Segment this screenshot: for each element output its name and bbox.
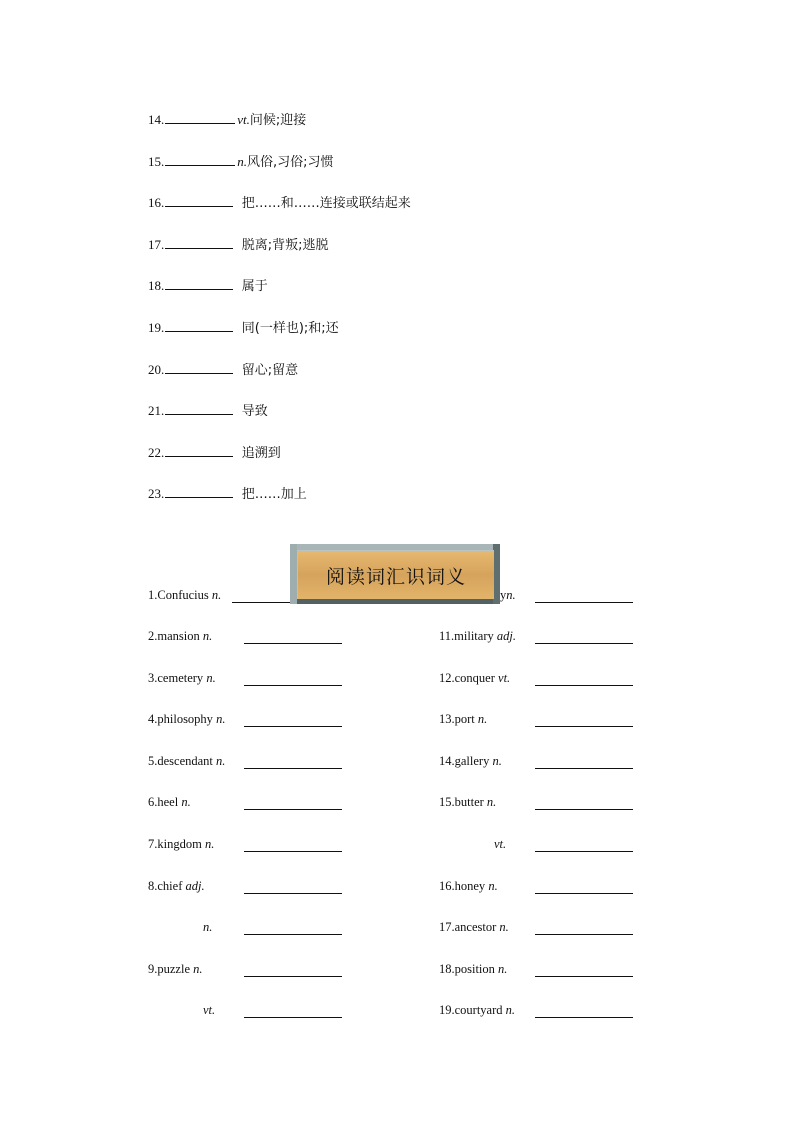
answer-line[interactable] <box>244 934 342 935</box>
answer-blank[interactable] <box>165 156 235 166</box>
answer-line[interactable] <box>244 726 342 727</box>
part-of-speech: n. <box>492 754 502 768</box>
answer-line[interactable] <box>244 685 342 686</box>
vocab-item <box>203 920 212 935</box>
answer-line[interactable] <box>535 934 633 935</box>
part-of-speech: n. <box>203 920 213 934</box>
vocab-item <box>500 588 516 603</box>
vocab-item <box>494 837 506 852</box>
answer-line[interactable] <box>535 726 633 727</box>
list-item <box>148 151 334 170</box>
vocab-word: 11.military <box>439 629 497 643</box>
part-of-speech: n. <box>488 879 498 893</box>
answer-line[interactable] <box>535 809 633 810</box>
vocab-item <box>439 795 496 810</box>
vocab-word: 17.ancestor <box>439 920 500 934</box>
chinese-meaning: 留心;留意 <box>241 363 299 378</box>
section-banner <box>290 544 500 604</box>
banner-bevel <box>290 544 297 604</box>
vocab-word: 7.kingdom <box>148 837 205 851</box>
item-number: 19. <box>148 320 165 335</box>
list-item <box>148 442 281 461</box>
vocab-item <box>148 712 225 727</box>
list-item <box>148 234 329 253</box>
vocab-item <box>148 754 225 769</box>
part-of-speech: adj. <box>185 879 205 893</box>
vocab-item <box>148 629 212 644</box>
answer-blank[interactable] <box>165 280 233 290</box>
part-of-speech: vt. <box>237 112 250 127</box>
vocab-word: 5.descendant <box>148 754 217 768</box>
answer-line[interactable] <box>232 602 292 603</box>
vocab-item <box>439 962 507 977</box>
item-number: 20. <box>148 362 165 377</box>
answer-line[interactable] <box>244 643 342 644</box>
vocab-item <box>148 879 205 894</box>
banner-face <box>297 550 494 599</box>
answer-line[interactable] <box>244 976 342 977</box>
answer-line[interactable] <box>244 851 342 852</box>
answer-line[interactable] <box>244 809 342 810</box>
part-of-speech: n. <box>506 588 516 602</box>
item-number: 21. <box>148 403 165 418</box>
vocab-word: 14.gallery <box>439 754 493 768</box>
vocab-item <box>148 837 214 852</box>
chinese-meaning: 同(一样也);和;还 <box>241 321 339 336</box>
vocab-item <box>148 795 191 810</box>
answer-line[interactable] <box>535 976 633 977</box>
vocab-item <box>148 962 203 977</box>
answer-line[interactable] <box>535 685 633 686</box>
chinese-meaning: 脱离;背叛;逃脱 <box>241 238 329 253</box>
vocab-item <box>439 671 510 686</box>
part-of-speech: vt. <box>494 837 507 851</box>
list-item <box>148 359 298 378</box>
list-item <box>148 109 306 128</box>
banner-bevel <box>493 544 500 604</box>
answer-blank[interactable] <box>165 405 233 415</box>
chinese-meaning: 问候;迎接 <box>249 113 307 128</box>
vocab-word: 4.philosophy <box>148 712 217 726</box>
answer-line[interactable] <box>535 893 633 894</box>
vocab-word: 16.honey <box>439 879 489 893</box>
part-of-speech: n. <box>498 962 508 976</box>
answer-blank[interactable] <box>165 322 233 332</box>
vocab-word: 1.Confucius <box>148 588 212 602</box>
item-number: 18. <box>148 278 165 293</box>
chinese-meaning: 风俗,习俗;习惯 <box>247 155 334 170</box>
vocab-word: 13.port <box>439 712 478 726</box>
answer-blank[interactable] <box>165 239 233 249</box>
chinese-meaning: 追溯到 <box>241 446 281 461</box>
vocab-word: 2.mansion <box>148 629 203 643</box>
list-item <box>148 400 268 419</box>
list-item <box>148 483 307 502</box>
vocab-item <box>148 671 216 686</box>
answer-line[interactable] <box>244 768 342 769</box>
list-item <box>148 275 268 294</box>
vocab-item <box>439 629 516 644</box>
part-of-speech: n. <box>216 712 226 726</box>
vocab-word: y <box>500 588 507 602</box>
answer-blank[interactable] <box>165 114 235 124</box>
answer-blank[interactable] <box>165 197 233 207</box>
vocab-word: 9.puzzle <box>148 962 194 976</box>
part-of-speech: vt. <box>498 671 511 685</box>
item-number: 15. <box>148 154 165 169</box>
part-of-speech: n. <box>237 154 247 169</box>
answer-line[interactable] <box>244 1017 342 1018</box>
answer-line[interactable] <box>535 768 633 769</box>
answer-blank[interactable] <box>165 488 233 498</box>
vocab-word: 12.conquer <box>439 671 499 685</box>
vocab-word: 19.courtyard <box>439 1003 506 1017</box>
item-number: 16. <box>148 195 165 210</box>
part-of-speech: adj. <box>496 629 516 643</box>
answer-line[interactable] <box>535 851 633 852</box>
chinese-meaning: 导致 <box>241 404 268 419</box>
answer-blank[interactable] <box>165 447 233 457</box>
part-of-speech: n. <box>211 588 222 602</box>
answer-line[interactable] <box>535 643 633 644</box>
answer-line[interactable] <box>244 893 342 894</box>
vocab-item <box>148 588 221 603</box>
part-of-speech: n. <box>206 671 216 685</box>
part-of-speech: n. <box>202 629 213 643</box>
part-of-speech: n. <box>204 837 215 851</box>
answer-blank[interactable] <box>165 364 233 374</box>
vocab-word: 3.cemetery <box>148 671 207 685</box>
part-of-speech: n. <box>193 962 203 976</box>
item-number: 14. <box>148 112 165 127</box>
chinese-meaning: 把……和……连接或联结起来 <box>241 196 411 211</box>
part-of-speech: n. <box>181 795 191 809</box>
part-of-speech: n. <box>505 1003 516 1017</box>
chinese-meaning: 属于 <box>241 279 268 294</box>
item-number: 23. <box>148 486 165 501</box>
list-item <box>148 192 411 211</box>
vocab-item <box>203 1003 215 1018</box>
vocab-word: 15.butter <box>439 795 487 809</box>
chinese-meaning: 把……加上 <box>241 487 307 502</box>
list-item <box>148 317 339 336</box>
vocab-word: 18.position <box>439 962 499 976</box>
item-number: 22. <box>148 445 165 460</box>
vocab-item <box>439 879 498 894</box>
part-of-speech: vt. <box>203 1003 216 1017</box>
item-number: 17. <box>148 237 165 252</box>
part-of-speech: n. <box>486 795 497 809</box>
vocab-word: 8.chief <box>148 879 186 893</box>
section-title: 阅读词汇识词义 <box>325 565 466 588</box>
answer-line[interactable] <box>535 1017 633 1018</box>
part-of-speech: n. <box>477 712 488 726</box>
vocab-item <box>439 1003 515 1018</box>
vocab-item <box>439 920 509 935</box>
part-of-speech: n. <box>216 754 226 768</box>
vocab-item <box>439 712 487 727</box>
answer-line[interactable] <box>535 602 633 603</box>
vocab-word: 6.heel <box>148 795 182 809</box>
part-of-speech: n. <box>499 920 509 934</box>
vocab-item <box>439 754 502 769</box>
